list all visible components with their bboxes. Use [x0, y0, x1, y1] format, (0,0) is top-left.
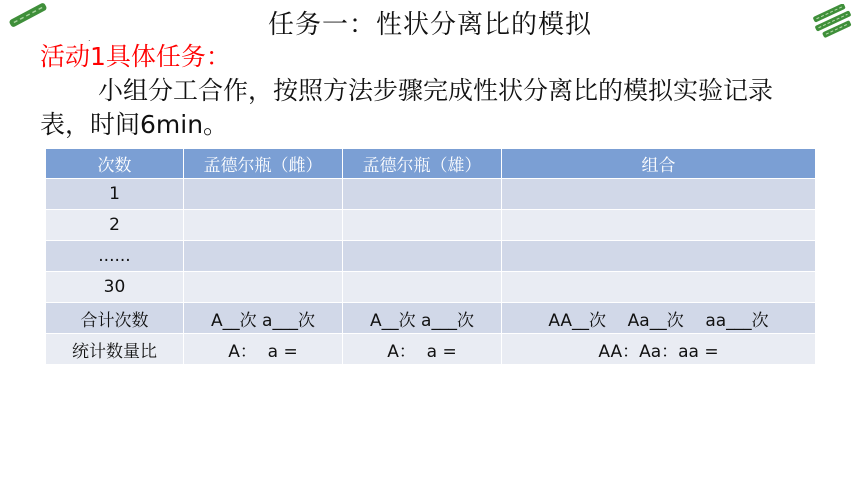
table-cell: 1: [46, 179, 184, 210]
table-cell: [184, 272, 343, 303]
table-cell: [343, 241, 502, 272]
table-cell: 2: [46, 210, 184, 241]
table-row: [46, 210, 816, 241]
header-count: 次数: [46, 149, 184, 179]
table-cell: [184, 179, 343, 210]
table-cell: [502, 179, 816, 210]
table-cell: ......: [46, 241, 184, 272]
table-cell: [502, 210, 816, 241]
table-cell: 合计次数: [46, 303, 184, 334]
header-combination: 组合: [502, 149, 816, 179]
table-cell: [184, 210, 343, 241]
table-cell: AA：Aa：aa =: [502, 334, 816, 365]
table-row-total: [46, 303, 816, 334]
table-cell: A： a =: [184, 334, 343, 365]
table-row: [46, 179, 816, 210]
table-cell: [502, 241, 816, 272]
table-cell: 统计数量比: [46, 334, 184, 365]
activity-heading: 活动1具体任务：: [40, 42, 231, 71]
table-cell: [343, 179, 502, 210]
experiment-record-table: [45, 148, 816, 365]
table-cell: A__次 a___次: [184, 303, 343, 334]
table-cell: [502, 272, 816, 303]
table-cell: AA__次 Aa__次 aa___次: [502, 303, 816, 334]
slide-title: 任务一：性状分离比的模拟: [267, 10, 592, 40]
table-header-row: [46, 149, 816, 179]
table-cell: 30: [46, 272, 184, 303]
table-row: [46, 272, 816, 303]
table-cell: [184, 241, 343, 272]
task-instruction: 小组分工合作，按照方法步骤完成性状分离比的模拟实验记录表，时间6min。: [40, 76, 774, 139]
table-row-ratio: [46, 334, 816, 365]
header-female-bottle: 孟德尔瓶（雌）: [184, 149, 343, 179]
table-cell: [343, 272, 502, 303]
table-cell: A__次 a___次: [343, 303, 502, 334]
table-row: [46, 241, 816, 272]
table-cell: A： a =: [343, 334, 502, 365]
decorative-dot: .: [88, 34, 91, 43]
table-cell: [343, 210, 502, 241]
header-male-bottle: 孟德尔瓶（雄）: [343, 149, 502, 179]
